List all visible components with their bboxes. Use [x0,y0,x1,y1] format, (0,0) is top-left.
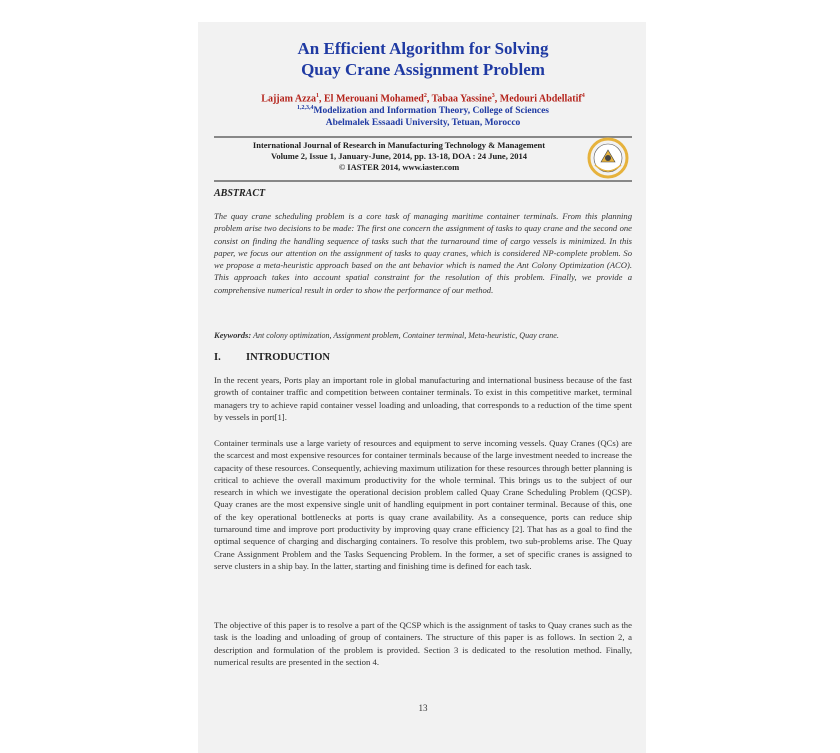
keywords-text: Ant colony optimization, Assignment problem, Container terminal, Meta-heuristic, Quay crane. [251,331,559,340]
affiliation-line-2: Abelmalek Essaadi University, Tetuan, Morocco [325,118,521,129]
author-2-sup: 2 [423,93,427,99]
author-4: , Medouri Abdellatif [494,93,582,105]
abstract-heading: ABSTRACT [214,188,266,199]
journal-info [214,140,584,173]
keywords-label: Keywords: [214,330,252,340]
iaster-logo [585,135,631,181]
affiliation [214,102,632,129]
paragraph-2: Container terminals use a large variety of resources and equipment to serve incoming vessels. Quay Cranes (QCs) are the scarcest and most expensive resources for container terminals because of the large investment needed to increase the capacity of these resources. Consequently, achieving maximum utilization for these resources through better planning is critical to achieve the overall maximum productivity for the whole terminal. This brings us to the subject of our research in which we investigate the operational decision problem called Quay Crane Scheduling Problem (QCSP). Quay cranes are the most expensive single unit of handling equipment in port container terminal. Because of this, one of the key operational bottlenecks at ports is quay crane availability. As a consequence, ports can reduce ship turnaround time and improve port productivity by improving quay crane efficiency [2]. That has as a goal to find the optimal sequence of charging and discharging containers. To resolve this problem, two sub-problems arise. The Quay Crane Assignment Problem and the Tasks Sequencing Problem. In the former, a set of specific cranes is assigned to serve clusters in a ship bay. In the latter, starting and finishing time is defined for each task. [214,438,632,571]
affiliation-sup: 1,2,3,4 [297,105,314,111]
section-title: INTRODUCTION [246,352,331,363]
author-4-sup: 4 [581,93,585,99]
author-2: , El Merouani Mohamed [319,93,424,105]
paper-title [214,38,632,80]
paragraph-1: In the recent years, Ports play an important role in global manufacturing and international business because of the fast growth of container traffic and competition between container terminals. To exist in this competitive market, terminal managers try to achieve rapid container vessel loading and unloading, that corresponds to a reduction of the time spent by vessels in port[1]. [214,375,632,422]
keywords [214,329,632,342]
journal-line-2: Volume 2, Issue 1, January-June, 2014, pp. 13-18, DOA : 24 June, 2014 [271,151,527,161]
author-1-sup: 1 [316,93,319,99]
affiliation-line-1: Modelization and Information Theory, College of Sciences [313,106,549,117]
author-3-sup: 3 [491,93,495,99]
journal-line-1: International Journal of Research in Manufacturing Technology & Management [252,140,546,150]
title-line-1: An Efficient Algorithm for Solving [297,39,549,58]
section-heading [214,352,330,363]
author-1: Lajjam Azza [261,93,316,105]
page-number: 13 [418,703,428,713]
title-line-2: Quay Crane Assignment Problem [301,60,545,79]
abstract-text: The quay crane scheduling problem is a core task of managing maritime container terminals. From this planning problem arise two decisions to be made: The first one concern the assignment of tasks to quay crane and the second one consist on finding the handling sequence of tasks such that the turnaround time of cargo vessels is minimized. In this paper, we focus our attention on the assignment of tasks to quay cranes, which is considered NP-complete problem. So we propose a meta-heuristic approach based on the ant behavior which is named the Ant Colony Optimization (ACO). This approach takes into account spatial constraint for the resolution of this problem. Finally, we provide a comprehensive numerical result in order to show the performance of our method. [214,211,632,295]
journal-line-3: © IASTER 2014, www.iaster.com [338,162,460,172]
author-3: , Tabaa Yassine [426,93,492,105]
section-number: I. [214,352,221,363]
paragraph-3: The objective of this paper is to resolve a part of the QCSP which is the assignment of tasks to Quay cranes such as the task is the loading and unloading of group of containers. The structure of this paper is as follows. In section 2, a description and formulation of the problem is provided. Section 3 is dedicated to the resolution method. Finally, numerical results are presented in the section 4. [214,620,632,667]
